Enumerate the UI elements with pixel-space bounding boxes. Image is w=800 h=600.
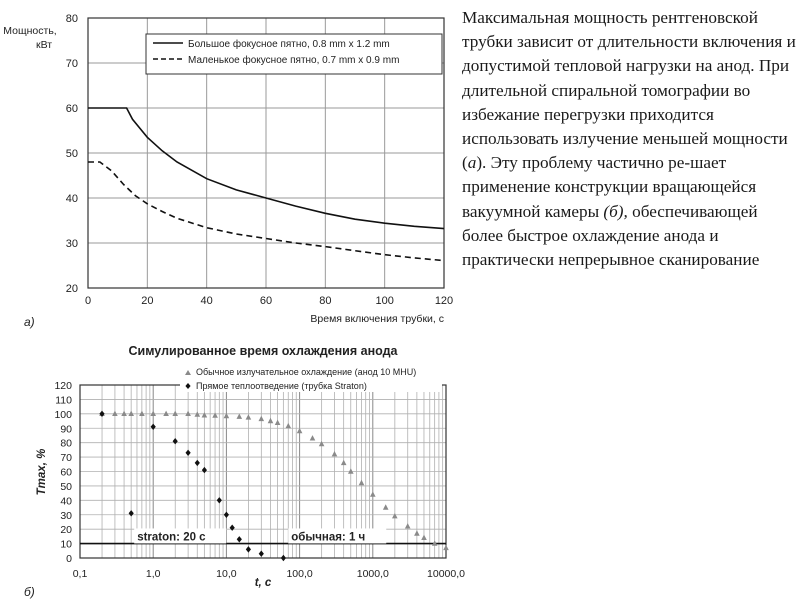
y-tick-label: 40 bbox=[65, 193, 78, 205]
x-tick-label: 1000,0 bbox=[356, 568, 389, 580]
x-tick-label: 10000,0 bbox=[427, 568, 465, 580]
data-point-conventional bbox=[286, 423, 292, 428]
y-tick-label: 20 bbox=[60, 524, 72, 537]
data-point-conventional bbox=[268, 418, 274, 423]
x-tick-label: 10,0 bbox=[216, 568, 237, 580]
data-point-conventional bbox=[414, 530, 420, 535]
caption-part-2: ). Эту проблему частично ре-шает применение конструкции вращающейся вакуумной камеры bbox=[462, 153, 757, 221]
x-tick-label: 0 bbox=[84, 295, 92, 307]
y-tick-label: 120 bbox=[54, 380, 72, 392]
y-axis-label: Мощность, bbox=[3, 25, 57, 37]
data-point-straton bbox=[237, 536, 242, 542]
data-point-conventional bbox=[112, 411, 118, 416]
data-point-straton bbox=[281, 555, 286, 561]
x-tick-label: 0,1 bbox=[72, 568, 88, 580]
panel-label-a: а) bbox=[24, 315, 35, 329]
panel-label-b: б) bbox=[24, 585, 35, 599]
y-tick-label: 20 bbox=[65, 283, 78, 295]
legend-label: Обычное излучательное охлаждение (анод 10 MHU) bbox=[196, 367, 417, 377]
x-tick-label: 100 bbox=[375, 295, 394, 307]
data-point-straton bbox=[173, 438, 178, 444]
data-point-straton bbox=[186, 450, 191, 456]
data-point-conventional bbox=[259, 416, 265, 421]
data-point-straton bbox=[217, 497, 222, 503]
y-axis-label: Tmax, % bbox=[36, 448, 48, 496]
x-tick-label: 40 bbox=[200, 295, 213, 307]
y-tick-label: 50 bbox=[65, 148, 78, 160]
x-axis-label: t, с bbox=[254, 577, 272, 589]
data-point-conventional bbox=[348, 468, 354, 473]
data-point-straton bbox=[151, 424, 156, 430]
x-tick-label: 120 bbox=[434, 295, 454, 307]
y-tick-label: 30 bbox=[65, 238, 78, 250]
data-point-conventional bbox=[212, 412, 218, 417]
x-axis-label: Время включения трубки, с bbox=[310, 313, 444, 325]
y-axis-label: кВт bbox=[35, 39, 53, 51]
data-point-straton bbox=[195, 460, 200, 466]
data-point-conventional bbox=[392, 513, 398, 518]
data-point-conventional bbox=[237, 414, 243, 419]
caption-ref-b: (б), bbox=[603, 201, 628, 221]
legend-label: Большое фокусное пятно, 0.8 mm x 1.2 mm bbox=[188, 39, 390, 50]
legend-label: Маленькое фокусное пятно, 0.7 mm x 0.9 mm bbox=[188, 55, 400, 66]
y-tick-label: 50 bbox=[60, 480, 72, 493]
y-tick-label: 40 bbox=[60, 495, 72, 508]
chart-title-b: Симулированное время охлаждения анода bbox=[128, 344, 398, 358]
annotation-conventional: обычная: 1 ч bbox=[291, 531, 366, 544]
y-tick-label: 80 bbox=[65, 13, 78, 25]
data-point-conventional bbox=[341, 460, 347, 465]
data-point-conventional bbox=[121, 411, 127, 416]
data-point-conventional bbox=[297, 428, 303, 433]
data-point-straton bbox=[129, 510, 134, 516]
legend-label: Прямое теплоотведение (трубка Straton) bbox=[196, 381, 367, 391]
data-point-conventional bbox=[172, 411, 178, 416]
data-point-conventional bbox=[359, 480, 365, 485]
data-point-conventional bbox=[310, 435, 316, 440]
y-tick-label: 60 bbox=[65, 103, 78, 115]
data-point-straton bbox=[99, 411, 104, 417]
x-tick-label: 100,0 bbox=[286, 568, 313, 580]
annotation-straton: straton: 20 с bbox=[137, 531, 206, 544]
data-point-conventional bbox=[405, 523, 411, 528]
x-tick-label: 1,0 bbox=[145, 568, 161, 580]
data-point-straton bbox=[259, 551, 264, 557]
data-point-conventional bbox=[443, 545, 449, 550]
caption-part-3: обеспечивающей более быстрое охлаждение анода и практически непрерывное сканирование bbox=[462, 201, 760, 270]
data-point-conventional bbox=[202, 412, 208, 417]
x-tick-label: 80 bbox=[319, 295, 332, 307]
data-point-conventional bbox=[383, 504, 389, 509]
data-point-conventional bbox=[332, 451, 338, 456]
data-point-conventional bbox=[150, 411, 156, 416]
data-point-conventional bbox=[319, 441, 325, 446]
data-point-conventional bbox=[163, 411, 169, 416]
y-tick-label: 30 bbox=[60, 509, 72, 522]
y-tick-label: 0 bbox=[66, 553, 72, 565]
x-tick-label: 60 bbox=[259, 295, 273, 307]
data-point-conventional bbox=[185, 411, 191, 416]
data-point-conventional bbox=[139, 411, 145, 416]
data-point-straton bbox=[224, 512, 229, 518]
y-tick-label: 100 bbox=[54, 408, 72, 421]
data-point-straton bbox=[202, 467, 207, 473]
data-point-conventional bbox=[370, 491, 376, 496]
y-tick-label: 70 bbox=[60, 452, 72, 465]
y-tick-label: 80 bbox=[60, 437, 72, 450]
data-point-conventional bbox=[128, 411, 134, 416]
y-tick-label: 60 bbox=[60, 466, 72, 479]
data-point-conventional bbox=[421, 535, 427, 540]
y-tick-label: 70 bbox=[65, 58, 78, 70]
y-tick-label: 110 bbox=[55, 394, 72, 407]
caption-part-1: Максимальная мощность рентгеновской трубки зависит от длительности включения и допустимой тепловой нагрузки на анод. При длительной спиральной томографии во избежание перегрузки приходится использовать излучение меньшей мощности ( bbox=[462, 8, 796, 173]
y-tick-label: 90 bbox=[60, 423, 72, 436]
data-point-conventional bbox=[246, 414, 252, 419]
caption-ref-a: а bbox=[467, 153, 477, 173]
data-point-straton bbox=[246, 546, 251, 553]
data-point-conventional bbox=[275, 420, 281, 425]
data-point-straton bbox=[230, 525, 235, 531]
y-tick-label: 10 bbox=[60, 538, 72, 551]
x-tick-label: 20 bbox=[141, 295, 154, 307]
